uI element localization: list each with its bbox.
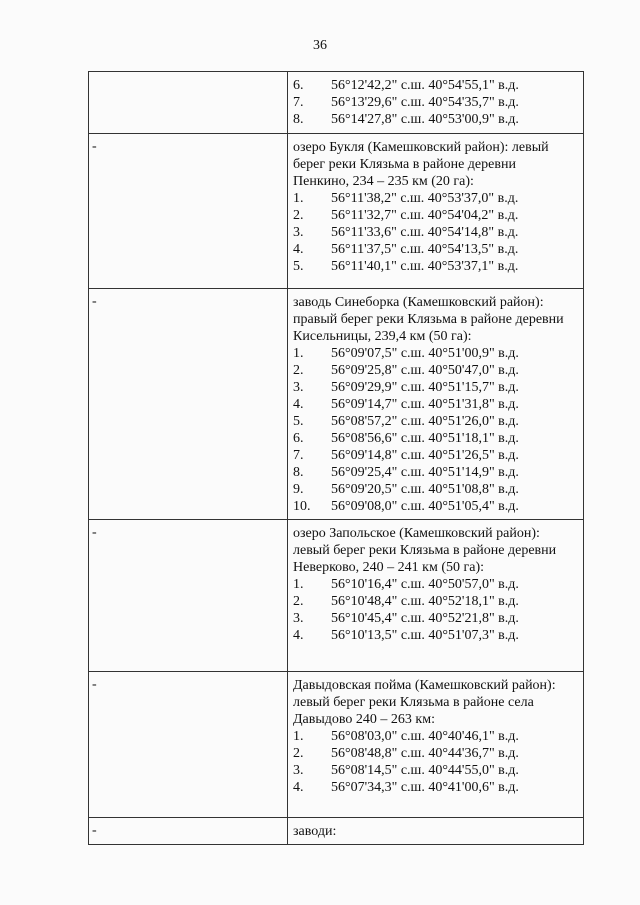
coordinate-item	[293, 362, 580, 379]
table-row	[89, 134, 584, 289]
coordinate-value: 56°11'37,5" с.ш. 40°54'13,5" в.д.	[331, 242, 519, 257]
coordinate-item	[293, 345, 580, 362]
table-row	[89, 289, 584, 520]
coordinate-item	[293, 745, 580, 762]
coordinate-value: 56°09'25,4" с.ш. 40°51'14,9" в.д.	[331, 465, 519, 480]
coordinate-number: 2.	[293, 208, 304, 223]
coordinate-number: 9.	[293, 482, 304, 497]
table-row	[89, 672, 584, 818]
coordinate-value: 56°08'56,6" с.ш. 40°51'18,1" в.д.	[331, 431, 519, 446]
row-marker-cell: -	[89, 134, 288, 289]
coordinate-value: 56°09'20,5" с.ш. 40°51'08,8" в.д.	[331, 482, 519, 497]
coordinate-value: 56°14'27,8" с.ш. 40°53'00,9" в.д.	[331, 112, 519, 127]
coordinate-number: 5.	[293, 259, 304, 274]
table-row	[89, 520, 584, 672]
coordinate-number: 3.	[293, 225, 304, 240]
row-content-cell	[288, 289, 584, 520]
coordinate-number: 2.	[293, 746, 304, 761]
table-row	[89, 818, 584, 845]
coordinate-number: 1.	[293, 577, 304, 592]
coordinate-number: 3.	[293, 611, 304, 626]
coordinate-item	[293, 241, 580, 258]
coordinate-number: 3.	[293, 763, 304, 778]
coordinate-list	[293, 190, 580, 275]
coordinate-number: 4.	[293, 628, 304, 643]
coordinate-item	[293, 207, 580, 224]
coordinate-value: 56°09'14,8" с.ш. 40°51'26,5" в.д.	[331, 448, 519, 463]
coordinate-value: 56°08'48,8" с.ш. 40°44'36,7" в.д.	[331, 746, 519, 761]
coordinate-number: 6.	[293, 78, 304, 93]
coordinate-number: 10.	[293, 499, 311, 514]
row-marker-cell: -	[89, 672, 288, 818]
coordinate-item	[293, 111, 580, 128]
coordinate-item	[293, 576, 580, 593]
coordinate-value: 56°10'45,4" с.ш. 40°52'21,8" в.д.	[331, 611, 519, 626]
coordinate-value: 56°08'57,2" с.ш. 40°51'26,0" в.д.	[331, 414, 519, 429]
coordinate-value: 56°08'03,0" с.ш. 40°40'46,1" в.д.	[331, 729, 519, 744]
coordinate-number: 5.	[293, 414, 304, 429]
coordinate-number: 1.	[293, 346, 304, 361]
coordinate-number: 1.	[293, 729, 304, 744]
coordinate-value: 56°10'48,4" с.ш. 40°52'18,1" в.д.	[331, 594, 519, 609]
coordinate-item	[293, 258, 580, 275]
coordinate-item	[293, 464, 580, 481]
coordinate-item	[293, 498, 580, 515]
coordinate-value: 56°09'14,7" с.ш. 40°51'31,8" в.д.	[331, 397, 519, 412]
coordinate-number: 8.	[293, 112, 304, 127]
coordinate-item	[293, 728, 580, 745]
row-content-cell	[288, 672, 584, 818]
coordinate-value: 56°13'29,6" с.ш. 40°54'35,7" в.д.	[331, 95, 519, 110]
coordinate-number: 2.	[293, 363, 304, 378]
water-body-description: озеро Запольское (Камешковский район): левый берег реки Клязьма в районе деревни Неверково, 240 – 241 км (50 га):	[293, 526, 557, 575]
water-body-description: заводи:	[293, 824, 337, 839]
water-body-description: заводь Синеборка (Камешковский район): правый берег реки Клязьма в районе деревни Кисельницы, 239,4 км (50 га):	[293, 295, 564, 344]
coordinate-value: 56°09'08,0" с.ш. 40°51'05,4" в.д.	[331, 499, 519, 514]
coordinate-item	[293, 610, 580, 627]
coordinate-item	[293, 190, 580, 207]
coordinate-item	[293, 430, 580, 447]
coordinates-table	[88, 71, 584, 845]
coordinate-list	[293, 345, 580, 515]
row-marker-cell: -	[89, 818, 288, 845]
coordinate-value: 56°09'07,5" с.ш. 40°51'00,9" в.д.	[331, 346, 519, 361]
coordinate-value: 56°10'13,5" с.ш. 40°51'07,3" в.д.	[331, 628, 519, 643]
coordinate-number: 2.	[293, 594, 304, 609]
coordinate-list	[293, 576, 580, 644]
row-content-cell	[288, 72, 584, 134]
coordinate-item	[293, 396, 580, 413]
coordinate-value: 56°12'42,2" с.ш. 40°54'55,1" в.д.	[331, 78, 519, 93]
water-body-description: Давыдовская пойма (Камешковский район): левый берег реки Клязьма в районе села Давыдово 240 – 263 км:	[293, 678, 556, 727]
row-marker-cell: -	[89, 289, 288, 520]
coordinate-item	[293, 593, 580, 610]
row-content-cell	[288, 818, 584, 845]
coordinate-number: 3.	[293, 380, 304, 395]
coordinate-value: 56°09'29,9" с.ш. 40°51'15,7" в.д.	[331, 380, 519, 395]
coordinate-value: 56°09'25,8" с.ш. 40°50'47,0" в.д.	[331, 363, 519, 378]
water-body-description: озеро Букля (Камешковский район): левый берег реки Клязьма в районе деревни Пенкино, 234 – 235 км (20 га):	[293, 140, 549, 189]
coordinate-number: 8.	[293, 465, 304, 480]
coordinate-number: 4.	[293, 780, 304, 795]
coordinate-item	[293, 627, 580, 644]
coordinate-item	[293, 224, 580, 241]
coordinate-value: 56°11'32,7" с.ш. 40°54'04,2" в.д.	[331, 208, 519, 223]
table-row	[89, 72, 584, 134]
coordinate-item	[293, 413, 580, 430]
coordinate-number: 6.	[293, 431, 304, 446]
coordinate-number: 7.	[293, 448, 304, 463]
coordinate-value: 56°08'14,5" с.ш. 40°44'55,0" в.д.	[331, 763, 519, 778]
row-content-cell	[288, 134, 584, 289]
coordinate-value: 56°11'33,6" с.ш. 40°54'14,8" в.д.	[331, 225, 519, 240]
coordinate-value: 56°10'16,4" с.ш. 40°50'57,0" в.д.	[331, 577, 519, 592]
coordinate-item	[293, 762, 580, 779]
coordinate-item	[293, 447, 580, 464]
coordinate-item	[293, 94, 580, 111]
coordinate-list	[293, 77, 580, 128]
coordinate-number: 1.	[293, 191, 304, 206]
page-number: 36	[313, 38, 327, 53]
coordinate-item	[293, 379, 580, 396]
coordinate-value: 56°07'34,3" с.ш. 40°41'00,6" в.д.	[331, 780, 519, 795]
row-marker-cell	[89, 72, 288, 134]
coordinate-number: 7.	[293, 95, 304, 110]
coordinate-item	[293, 77, 580, 94]
coordinate-value: 56°11'38,2" с.ш. 40°53'37,0" в.д.	[331, 191, 519, 206]
coordinate-number: 4.	[293, 397, 304, 412]
table-body	[89, 72, 584, 845]
row-marker-cell: -	[89, 520, 288, 672]
coordinate-item	[293, 481, 580, 498]
coordinate-item	[293, 779, 580, 796]
row-content-cell	[288, 520, 584, 672]
coordinate-list	[293, 728, 580, 796]
coordinate-value: 56°11'40,1" с.ш. 40°53'37,1" в.д.	[331, 259, 519, 274]
coordinate-number: 4.	[293, 242, 304, 257]
